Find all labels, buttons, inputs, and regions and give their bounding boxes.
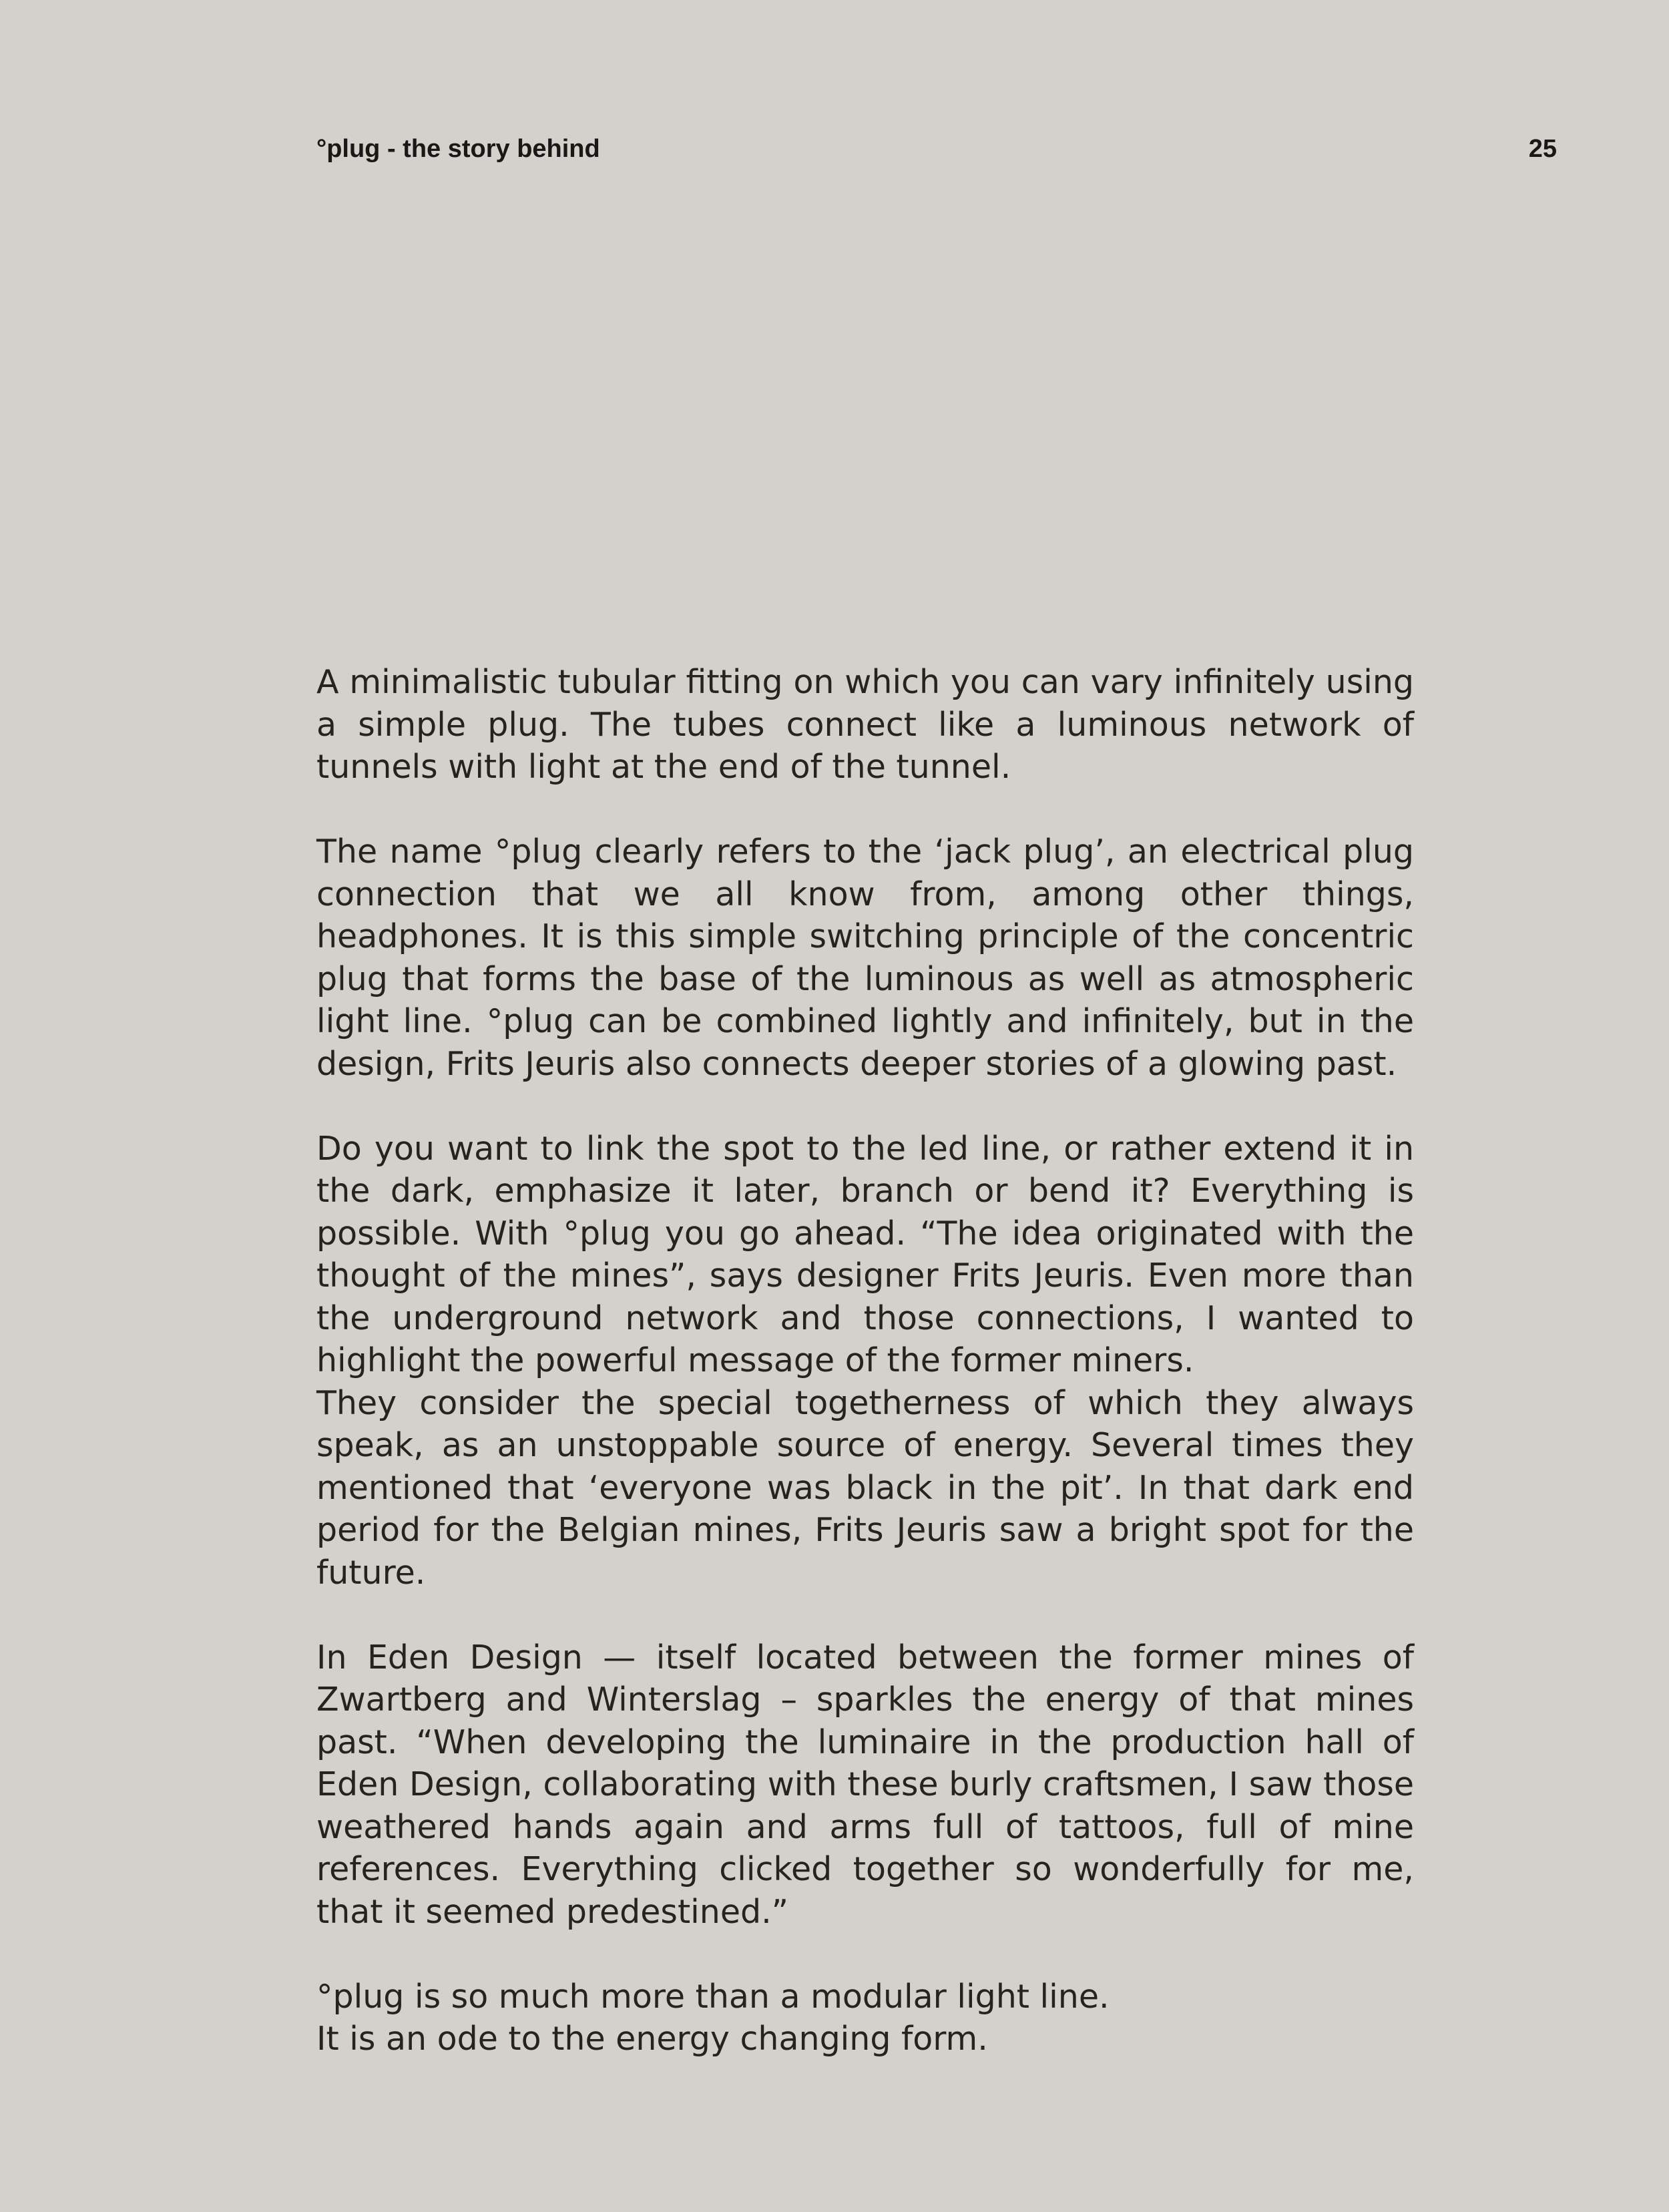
paragraph-togetherness: They consider the special togetherness of which they always speak, as an unstoppable source of energy. Several times they mentioned that ‘everyone was black in the pit’. In that dark end period for the Belgian mines, Frits Jeuris saw a bright spot for the future. bbox=[316, 1383, 1414, 1592]
paragraph-jack-plug: The name °plug clearly refers to the ‘jack plug’, an electrical plug connection that we all know from, among other things, headphones. It is this simple switching principle of the concentric plug that forms the base of the luminous as well as atmospheric light line. °plug can be combined lightly and infinitely, but in the design, Frits Jeuris also connects deeper stories of a glowing past. bbox=[316, 833, 1414, 1083]
running-title: °plug - the story behind bbox=[316, 135, 600, 163]
paragraph-intro: A minimalistic tubular fitting on which you can vary infinitely using a simple plug. The tubes connect like a luminous network of tunnels with light at the end of the tunnel. bbox=[316, 663, 1414, 786]
paragraph-closing-line-2: It is an ode to the energy changing form. bbox=[316, 2020, 988, 2058]
page-number: 25 bbox=[1528, 135, 1557, 163]
paragraph-mines-idea: Do you want to link the spot to the led line, or rather extend it in the dark, emphasize it later, branch or bend it? Everything is possible. With °plug you go ahead. “The idea originated with the thought of the mines”, says designer Frits Jeuris. Even more than the underground network and those connections, I wanted to highlight the powerful message of the former miners. bbox=[316, 1129, 1414, 1379]
article-body bbox=[316, 661, 1414, 2060]
paragraph-eden-design: In Eden Design — itself located between the former mines of Zwartberg and Winterslag – sparkles the energy of that mines past. “When developing the luminaire in the production hall of Eden Design, collaborating with these burly craftsmen, I saw those weathered hands again and arms full of tattoos, full of mine references. Everything clicked together so wonderfully for me, that it seemed predestined.” bbox=[316, 1638, 1414, 1931]
paragraph-closing-line-1: °plug is so much more than a modular light line. bbox=[316, 1977, 1110, 2016]
